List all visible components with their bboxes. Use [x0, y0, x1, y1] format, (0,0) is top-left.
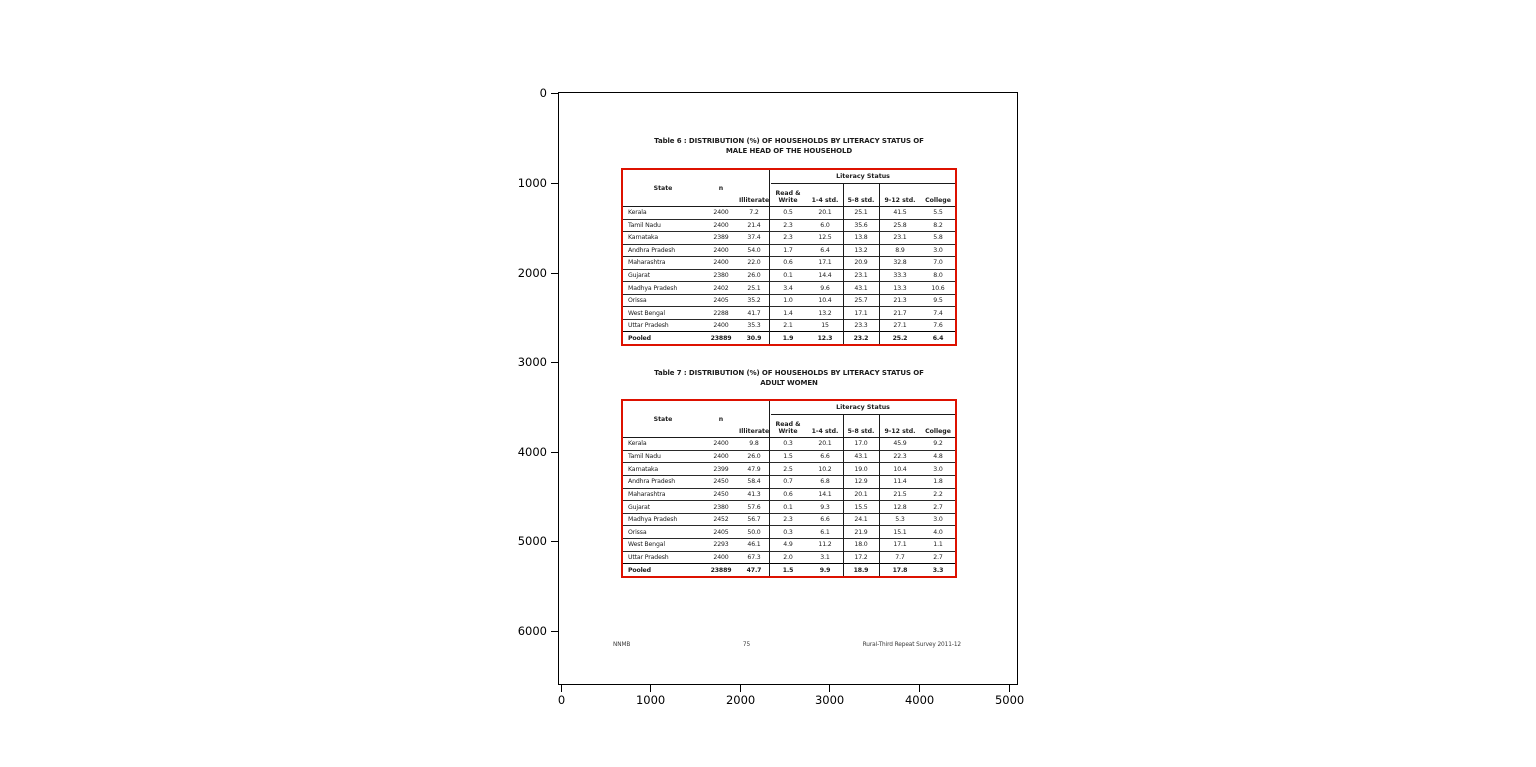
- cell-college: 8.0: [933, 272, 943, 279]
- cell-college: 4.0: [933, 528, 943, 536]
- col-header-read-write: Read & Write: [775, 421, 801, 435]
- cell-9-12-std: 17.8: [892, 566, 908, 574]
- cell-n: 2452: [713, 516, 729, 524]
- cell-9-12-std: 17.1: [893, 541, 907, 549]
- table-divider: [879, 183, 880, 344]
- cell-9-12-std: 12.8: [893, 503, 907, 511]
- cell-n: 2400: [713, 221, 729, 229]
- cell-9-12-std: 27.1: [893, 322, 907, 330]
- col-header-state: State: [653, 184, 673, 192]
- cell-5-8-std: 23.1: [854, 272, 868, 279]
- cell-state: Madhya Pradesh: [628, 516, 678, 524]
- cell-college: 9.2: [933, 440, 943, 448]
- cell-college: 7.4: [933, 309, 943, 317]
- col-header-state: State: [653, 415, 673, 423]
- cell-state: Orissa: [628, 297, 647, 305]
- cell-9-12-std: 21.3: [893, 297, 907, 305]
- cell-college: 5.8: [933, 234, 943, 242]
- cell-5-8-std: 23.3: [854, 322, 868, 330]
- footer-left: NNMB: [613, 642, 631, 648]
- cell-read-write: 1.5: [783, 452, 793, 460]
- table6-title-line2: MALE HEAD OF THE HOUSEHOLD: [725, 146, 853, 155]
- cell-5-8-std: 19.0: [854, 465, 868, 473]
- cell-college: 2.7: [933, 503, 943, 511]
- x-axis-tick: [904, 684, 935, 707]
- cell-9-12-std: 41.5: [893, 209, 907, 217]
- col-header-illiterate: Illiterate: [739, 428, 770, 435]
- table6-rows: [623, 207, 955, 344]
- cell-5-8-std: 25.1: [854, 209, 868, 217]
- cell-illiterate: 25.1: [747, 284, 761, 292]
- table7-group-header: Literacy Status: [836, 404, 890, 411]
- table-row: [623, 488, 955, 501]
- cell-9-12-std: 21.7: [893, 309, 907, 317]
- cell-read-write: 2.3: [783, 221, 793, 229]
- x-axis-tick: [994, 684, 1025, 707]
- cell-college: 1.8: [933, 478, 943, 486]
- col-header-college: College: [925, 428, 951, 435]
- cell-state: Tamil Nadu: [628, 452, 661, 460]
- y-axis-tick: [517, 176, 559, 190]
- y-tick-label: 4000: [517, 445, 547, 459]
- cell-5-8-std: 43.1: [854, 452, 868, 460]
- cell-read-write: 3.4: [783, 284, 793, 292]
- y-tick-label: 5000: [517, 534, 547, 548]
- cell-illiterate: 41.3: [747, 490, 761, 498]
- cell-5-8-std: 12.9: [854, 478, 868, 486]
- col-header-n: n: [718, 415, 724, 423]
- cell-read-write: 0.6: [783, 259, 793, 267]
- cell-1-4-std: 6.1: [820, 528, 830, 536]
- footer-right: Rural-Third Repeat Survey 2011-12: [862, 642, 961, 648]
- cell-n: 2400: [713, 209, 729, 217]
- cell-college: 3.0: [933, 465, 943, 473]
- table6-title: [621, 137, 957, 156]
- cell-n: 2293: [713, 541, 729, 549]
- cell-state: Kerala: [628, 209, 647, 217]
- table-row: [623, 525, 955, 538]
- cell-5-8-std: 13.2: [854, 246, 868, 254]
- cell-read-write: 1.4: [783, 309, 793, 317]
- cell-5-8-std: 24.1: [854, 516, 868, 524]
- cell-1-4-std: 20.1: [818, 209, 832, 217]
- cell-read-write: 0.1: [783, 272, 793, 279]
- col-header-9-12-std: 9-12 std.: [884, 197, 916, 204]
- cell-1-4-std: 10.4: [818, 297, 832, 305]
- y-axis-tick: [539, 86, 559, 100]
- cell-read-write: 1.9: [782, 334, 794, 342]
- cell-9-12-std: 10.4: [893, 465, 907, 473]
- cell-illiterate: 22.0: [747, 259, 761, 267]
- col-header-1-4-std: 1-4 std.: [811, 428, 839, 435]
- cell-n: 2380: [713, 503, 729, 511]
- cell-n: 23889: [710, 566, 732, 574]
- cell-5-8-std: 25.7: [854, 297, 868, 305]
- table7: [621, 399, 957, 578]
- cell-5-8-std: 23.2: [853, 334, 869, 342]
- cell-9-12-std: 5.3: [895, 516, 905, 524]
- cell-read-write: 0.1: [783, 503, 793, 511]
- cell-illiterate: 7.2: [749, 209, 759, 217]
- table-divider: [843, 183, 844, 344]
- y-axis-tick: [517, 624, 559, 638]
- cell-read-write: 4.9: [783, 541, 793, 549]
- cell-n: 2405: [713, 297, 729, 305]
- cell-n: 2400: [713, 554, 729, 562]
- y-tick-label: 3000: [517, 355, 547, 369]
- table-row: [623, 319, 955, 332]
- y-tick-label: 6000: [517, 624, 547, 638]
- cell-n: 2450: [713, 490, 729, 498]
- cell-1-4-std: 20.1: [818, 440, 832, 448]
- table-row: [623, 294, 955, 307]
- cell-9-12-std: 25.2: [892, 334, 908, 342]
- cell-n: 2288: [713, 309, 729, 317]
- cell-n: 2400: [713, 322, 729, 330]
- cell-n: 2400: [713, 246, 729, 254]
- cell-state: Gujarat: [628, 503, 650, 511]
- col-header-college: College: [925, 197, 951, 204]
- cell-illiterate: 35.2: [747, 297, 761, 305]
- cell-5-8-std: 21.9: [854, 528, 868, 536]
- cell-state: Orissa: [628, 528, 647, 536]
- y-tick-label: 2000: [517, 266, 547, 280]
- cell-1-4-std: 9.6: [820, 284, 830, 292]
- table-row: [623, 500, 955, 513]
- cell-read-write: 2.3: [783, 516, 793, 524]
- cell-illiterate: 47.9: [747, 465, 761, 473]
- cell-college: 3.3: [932, 566, 944, 574]
- cell-1-4-std: 15: [821, 322, 829, 330]
- plot-area: [517, 86, 1025, 707]
- y-tick-label: 0: [539, 86, 547, 100]
- table6: [621, 168, 957, 346]
- cell-1-4-std: 13.2: [818, 309, 832, 317]
- x-tick-label: 3000: [814, 693, 845, 707]
- table-row: [623, 219, 955, 232]
- table7-column-headers: [623, 401, 955, 438]
- x-axis-tick: [557, 684, 566, 707]
- cell-state: Uttar Pradesh: [628, 554, 669, 562]
- table-row: [623, 244, 955, 257]
- cell-state: Andhra Pradesh: [628, 478, 676, 486]
- cell-5-8-std: 17.1: [854, 309, 868, 317]
- cell-1-4-std: 12.5: [818, 234, 832, 242]
- cell-illiterate: 37.4: [747, 234, 761, 242]
- cell-n: 2450: [713, 478, 729, 486]
- table-row: [623, 231, 955, 244]
- cell-read-write: 1.7: [783, 246, 793, 254]
- table-row: [623, 551, 955, 564]
- cell-5-8-std: 18.0: [854, 541, 868, 549]
- cell-illiterate: 30.9: [746, 334, 762, 342]
- table-row: [623, 281, 955, 294]
- cell-9-12-std: 22.3: [893, 452, 907, 460]
- table7-title: [621, 369, 957, 388]
- table6-title-line1: Table 6 : DISTRIBUTION (%) OF HOUSEHOLDS BY LITERACY STATUS OF: [654, 137, 924, 145]
- table-divider: [769, 170, 770, 344]
- cell-state: Pooled: [628, 334, 651, 342]
- cell-read-write: 2.5: [783, 465, 793, 473]
- cell-state: Karnataka: [628, 234, 659, 242]
- cell-9-12-std: 11.4: [893, 478, 907, 486]
- table-row: [623, 438, 955, 450]
- x-tick-label: 1000: [635, 693, 666, 707]
- cell-read-write: 0.6: [783, 490, 793, 498]
- cell-5-8-std: 43.1: [854, 284, 868, 292]
- table6-group-header: Literacy Status: [836, 173, 890, 180]
- col-header-illiterate: Illiterate: [739, 197, 770, 204]
- cell-illiterate: 57.6: [747, 503, 761, 511]
- cell-n: 2400: [713, 452, 729, 460]
- cell-college: 2.2: [933, 490, 943, 498]
- table7-rows: [623, 438, 955, 576]
- cell-state: Pooled: [628, 566, 651, 574]
- cell-9-12-std: 33.3: [893, 272, 907, 279]
- cell-college: 2.7: [933, 554, 943, 562]
- table7-title-line2: ADULT WOMEN: [760, 378, 818, 387]
- cell-read-write: 2.1: [783, 322, 793, 330]
- cell-illiterate: 41.7: [747, 309, 761, 317]
- cell-illiterate: 26.0: [747, 452, 761, 460]
- cell-read-write: 2.3: [783, 234, 793, 242]
- cell-1-4-std: 11.2: [818, 541, 832, 549]
- cell-9-12-std: 32.8: [893, 259, 907, 267]
- cell-college: 7.0: [933, 259, 943, 267]
- cell-9-12-std: 23.1: [893, 234, 907, 242]
- cell-1-4-std: 9.3: [820, 503, 830, 511]
- cell-state: Uttar Pradesh: [628, 322, 669, 330]
- cell-5-8-std: 18.9: [853, 566, 869, 574]
- cell-5-8-std: 35.6: [854, 221, 868, 229]
- y-axis-tick: [517, 445, 559, 459]
- cell-read-write: 2.0: [783, 554, 793, 562]
- cell-9-12-std: 25.8: [893, 221, 907, 229]
- x-axis-tick: [814, 684, 845, 707]
- table-row: [623, 563, 955, 576]
- cell-n: 2402: [713, 284, 729, 292]
- cell-college: 6.4: [932, 334, 944, 342]
- table-row: [623, 538, 955, 551]
- cell-1-4-std: 14.4: [818, 272, 832, 279]
- cell-1-4-std: 6.0: [820, 221, 830, 229]
- cell-1-4-std: 6.6: [820, 516, 830, 524]
- cell-illiterate: 46.1: [747, 541, 761, 549]
- cell-illiterate: 26.0: [747, 272, 761, 279]
- table-row: [623, 306, 955, 319]
- cell-illiterate: 54.0: [747, 246, 761, 254]
- cell-n: 2389: [713, 234, 729, 242]
- cell-read-write: 1.5: [782, 566, 794, 574]
- cell-1-4-std: 6.4: [820, 246, 830, 254]
- document-page: [559, 93, 1017, 684]
- table-divider: [843, 414, 844, 576]
- cell-9-12-std: 15.1: [893, 528, 907, 536]
- cell-5-8-std: 20.1: [854, 490, 868, 498]
- col-header-n: n: [718, 184, 724, 192]
- x-axis-tick: [635, 684, 666, 707]
- cell-college: 1.1: [933, 541, 943, 549]
- cell-college: 10.6: [931, 284, 945, 292]
- col-header-5-8-std: 5-8 std.: [847, 428, 875, 435]
- x-tick-label: 0: [557, 693, 566, 707]
- cell-state: West Bengal: [628, 541, 665, 549]
- cell-state: Maharashtra: [628, 490, 666, 498]
- cell-state: Tamil Nadu: [628, 221, 661, 229]
- cell-5-8-std: 20.9: [854, 259, 868, 267]
- cell-1-4-std: 9.9: [819, 566, 831, 574]
- cell-state: West Bengal: [628, 309, 665, 317]
- table-row: [623, 450, 955, 463]
- cell-read-write: 0.5: [783, 209, 793, 217]
- footer-page-number: 75: [742, 642, 751, 648]
- x-tick-label: 2000: [725, 693, 756, 707]
- x-axis-tick: [725, 684, 756, 707]
- cell-read-write: 1.0: [783, 297, 793, 305]
- cell-read-write: 0.7: [783, 478, 793, 486]
- cell-state: Madhya Pradesh: [628, 284, 678, 292]
- cell-college: 5.5: [933, 209, 943, 217]
- col-header-1-4-std: 1-4 std.: [811, 197, 839, 204]
- col-header-5-8-std: 5-8 std.: [847, 197, 875, 204]
- cell-college: 4.8: [933, 452, 943, 460]
- cell-state: Andhra Pradesh: [628, 246, 676, 254]
- col-header-read-write: Read & Write: [775, 190, 801, 204]
- x-tick-label: 5000: [994, 693, 1025, 707]
- table-row: [623, 331, 955, 344]
- cell-1-4-std: 14.1: [818, 490, 832, 498]
- cell-1-4-std: 6.6: [820, 452, 830, 460]
- cell-college: 8.2: [933, 221, 943, 229]
- x-tick-label: 4000: [904, 693, 935, 707]
- table-row: [623, 513, 955, 526]
- cell-read-write: 0.3: [783, 528, 793, 536]
- cell-9-12-std: 8.9: [895, 246, 905, 254]
- cell-n: 2400: [713, 440, 729, 448]
- col-header-9-12-std: 9-12 std.: [884, 428, 916, 435]
- cell-illiterate: 9.8: [749, 440, 759, 448]
- cell-1-4-std: 6.8: [820, 478, 830, 486]
- table6-column-headers: [623, 170, 955, 207]
- cell-1-4-std: 10.2: [818, 465, 832, 473]
- cell-5-8-std: 17.2: [854, 554, 868, 562]
- table7-title-line1: Table 7 : DISTRIBUTION (%) OF HOUSEHOLDS BY LITERACY STATUS OF: [654, 369, 924, 377]
- cell-illiterate: 21.4: [747, 221, 761, 229]
- cell-n: 2400: [713, 259, 729, 267]
- cell-state: Karnataka: [628, 465, 659, 473]
- table-row: [623, 269, 955, 282]
- cell-9-12-std: 21.5: [893, 490, 907, 498]
- cell-9-12-std: 13.3: [893, 284, 907, 292]
- cell-illiterate: 58.4: [747, 478, 761, 486]
- cell-1-4-std: 12.3: [817, 334, 833, 342]
- cell-n: 2399: [713, 465, 729, 473]
- cell-9-12-std: 7.7: [895, 554, 905, 562]
- cell-college: 3.0: [933, 246, 943, 254]
- y-axis-tick: [517, 355, 559, 369]
- table-row: [623, 207, 955, 219]
- cell-state: Gujarat: [628, 272, 650, 279]
- y-axis-tick: [517, 266, 559, 280]
- cell-n: 2405: [713, 528, 729, 536]
- cell-illiterate: 35.3: [747, 322, 761, 330]
- cell-state: Maharashtra: [628, 259, 666, 267]
- table-row: [623, 462, 955, 475]
- table-divider: [879, 414, 880, 576]
- page-footer: [613, 642, 961, 648]
- table-divider: [769, 401, 770, 576]
- cell-illiterate: 50.0: [747, 528, 761, 536]
- cell-college: 7.6: [933, 322, 943, 330]
- y-axis-tick: [517, 534, 559, 548]
- cell-9-12-std: 45.9: [893, 440, 907, 448]
- cell-illiterate: 47.7: [746, 566, 762, 574]
- table-row: [623, 475, 955, 488]
- cell-college: 9.5: [933, 297, 943, 305]
- cell-read-write: 0.3: [783, 440, 793, 448]
- cell-state: Kerala: [628, 440, 647, 448]
- cell-college: 3.0: [933, 516, 943, 524]
- y-tick-label: 1000: [517, 176, 547, 190]
- table-row: [623, 256, 955, 269]
- cell-n: 2380: [713, 272, 729, 279]
- cell-n: 23889: [710, 334, 732, 342]
- cell-5-8-std: 17.0: [854, 440, 868, 448]
- cell-5-8-std: 13.8: [854, 234, 868, 242]
- cell-1-4-std: 17.1: [818, 259, 832, 267]
- cell-illiterate: 67.3: [747, 554, 761, 562]
- cell-illiterate: 56.7: [747, 516, 761, 524]
- cell-5-8-std: 15.5: [854, 503, 868, 511]
- cell-1-4-std: 3.1: [820, 554, 830, 562]
